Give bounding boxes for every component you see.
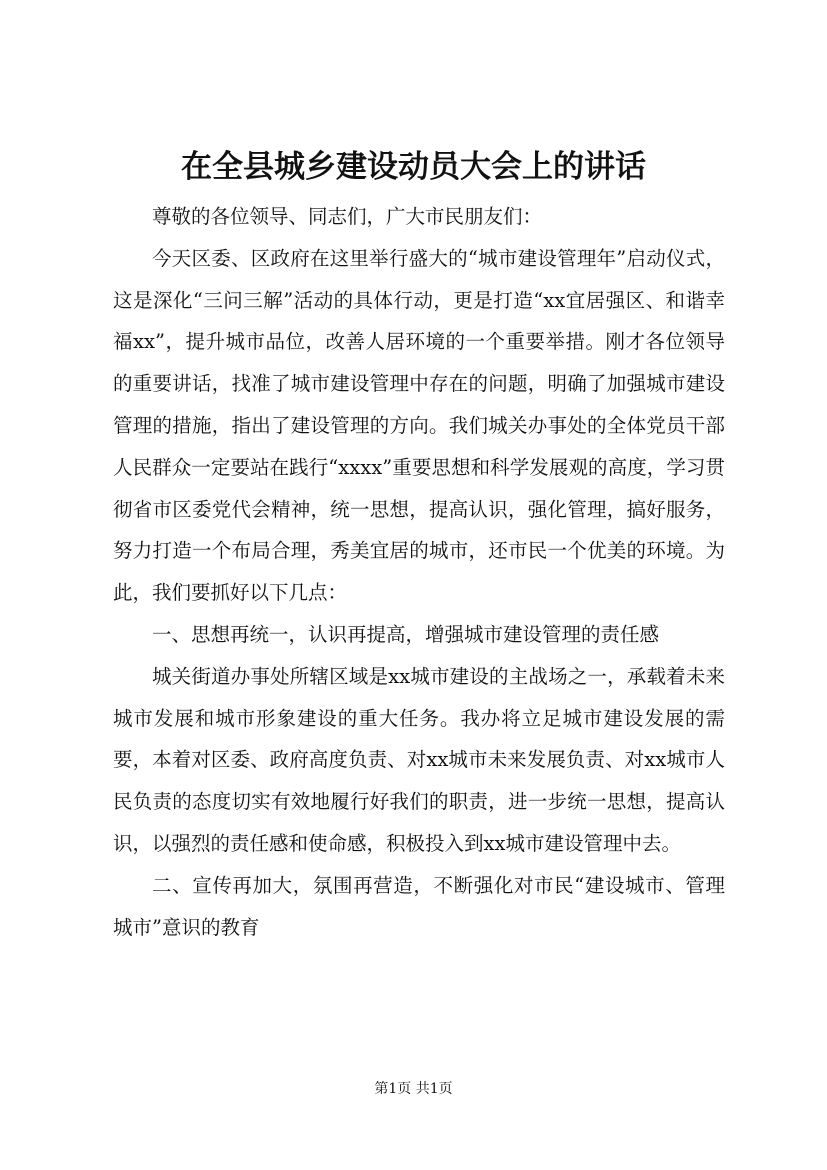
- page-number-footer: 第1页 共1页: [374, 1081, 453, 1097]
- salutation-paragraph: 尊敬的各位领导、同志们，广大市民朋友们：: [152, 205, 543, 228]
- section-heading: 一、思想再统一，认识再提高，增强城市建设管理的责任感: [152, 622, 660, 646]
- body-paragraph: 城关街道办事处所辖区域是xx城市建设的主战场之一，承载着未来城市发展和城市形象建设的重大任务。我办将立足城市建设发展的需要，本着对区委、政府高度负责、对xx城市未来发展负责、对xx城市人民负责的态度切实有效地履行好我们的职责，进一步统一思想，提高认识，以强烈的责任感和使命感，积极投入到xx城市建设管理中去。: [113, 664, 725, 855]
- document-body: [113, 196, 725, 948]
- section-heading: 二、宣传再加大，氛围再营造，不断强化对市民“建设城市、管理城市”意识的教育: [113, 873, 725, 939]
- body-paragraph: 今天区委、区政府在这里举行盛大的“城市建设管理年”启动仪式，这是深化“三问三解”活动的具体行动，更是打造“xx宜居强区、和谐幸福xx”，提升城市品位，改善人居环境的一个重要举措。刚才各位领导的重要讲话，找准了城市建设管理中存在的问题，明确了加强城市建设管理的措施，指出了建设管理的方向。我们城关办事处的全体党员干部人民群众一定要站在践行“xxxx”重要思想和科学发展观的高度，学习贯彻省市区委党代会精神，统一思想，提高认识，强化管理，搞好服务，努力打造一个布局合理，秀美宜居的城市，还市民一个优美的环境。为此，我们要抓好以下几点：: [113, 246, 725, 605]
- document-title: 在全县城乡建设动员大会上的讲话: [181, 149, 646, 185]
